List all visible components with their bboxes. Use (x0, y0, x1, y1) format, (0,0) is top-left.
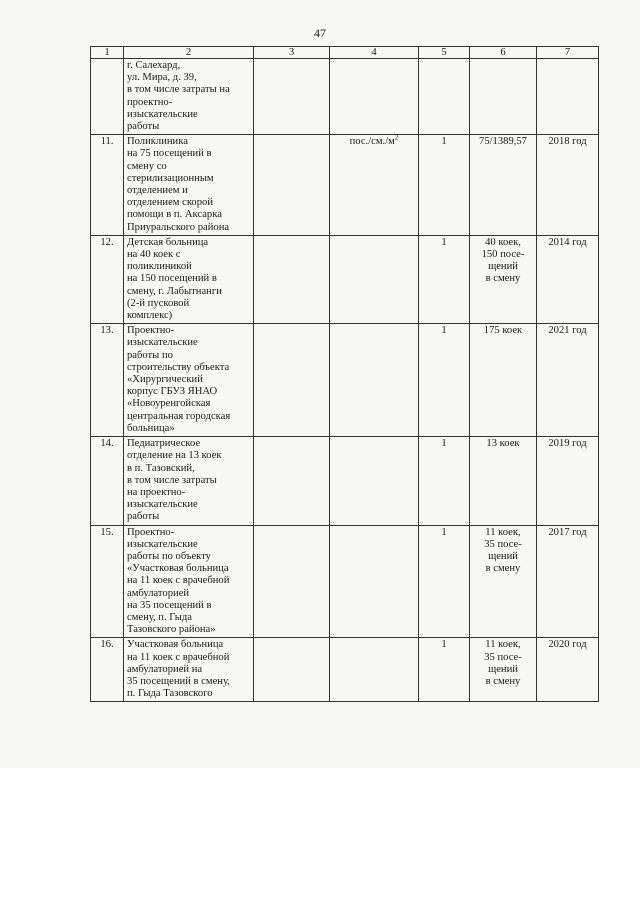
table-row (91, 135, 599, 236)
object-name-line: 35 посещений в смену, (127, 675, 230, 687)
object-name-line: на 75 посещений в (127, 148, 212, 160)
table-row (91, 235, 599, 323)
object-name-line: п. Гыда Тазовского (127, 688, 213, 700)
object-name-line: в том числе затраты на (127, 84, 230, 96)
capacity-line: 40 коек, (485, 236, 521, 248)
projects-table (90, 46, 599, 702)
capacity-line: в смену (485, 675, 521, 687)
row-number-cell (91, 59, 124, 135)
object-name-line: строительству объекта (127, 361, 230, 373)
object-name-line: г. Салехард, (127, 60, 181, 71)
capacity-line: щений (488, 261, 518, 273)
object-name-line: поликлиникой (127, 261, 192, 273)
unit-cell (330, 324, 419, 437)
object-name-line: в п. Тазовский, (127, 462, 195, 474)
object-name-line: стерилизационным (127, 172, 214, 184)
capacity-cell (470, 525, 537, 638)
capacity-cell (470, 638, 537, 702)
year-cell: 2018 год (537, 135, 599, 236)
column-3-cell (254, 235, 330, 323)
object-name-line: Участковая больница (127, 639, 224, 651)
column-3-cell (254, 324, 330, 437)
object-name-line: (2-й пусковой (127, 297, 190, 309)
object-name-line: Приуральского района (127, 221, 230, 233)
capacity-line: 35 посе- (484, 538, 522, 550)
object-name-line: на 11 коек с врачебной (127, 651, 230, 663)
object-name-line: на 35 посещений в (127, 599, 212, 611)
table-row (91, 638, 599, 702)
capacity-line: 175 коек (483, 325, 523, 337)
object-name-line: изыскательские (127, 499, 198, 511)
object-name-line: работы по (127, 349, 173, 361)
capacity-line: щений (488, 550, 518, 562)
object-name-line: «Новоуренгойская (127, 398, 211, 410)
capacity-line: 150 посе- (481, 249, 525, 261)
capacity-cell (470, 59, 537, 135)
row-number-cell: 15. (91, 525, 124, 638)
row-number-cell: 14. (91, 437, 124, 525)
capacity-line: щений (488, 663, 518, 675)
column-header: 6 (470, 47, 537, 59)
capacity-line: 11 коек, (485, 639, 521, 651)
object-name-line: «Участковая больница (127, 563, 229, 575)
object-name-line: помощи в п. Аксарка (127, 209, 222, 221)
object-name-line: «Хирургический (127, 374, 203, 386)
object-name-line: на проектно- (127, 486, 186, 498)
object-name-line: в том числе затраты (127, 474, 217, 486)
year-cell: 2019 год (537, 437, 599, 525)
object-name-cell (124, 135, 254, 236)
column-number-row (91, 47, 599, 59)
table-row (91, 437, 599, 525)
column-3-cell (254, 135, 330, 236)
year-cell: 2017 год (537, 525, 599, 638)
column-header: 7 (537, 47, 599, 59)
object-name-cell (124, 638, 254, 702)
unit-cell (330, 437, 419, 525)
object-name-cell (124, 59, 254, 135)
object-name-line: отделением и (127, 185, 188, 197)
object-name-cell (124, 324, 254, 437)
unit-cell: $пос./см./м^2$ (330, 135, 419, 236)
capacity-line: 13 коек (486, 438, 520, 450)
object-name-line: Тазовского района» (127, 624, 216, 636)
quantity-cell: 1 (419, 437, 470, 525)
object-name-line: Детская больница (127, 236, 209, 248)
capacity-cell (470, 235, 537, 323)
capacity-line: 75/1389,57 (479, 136, 527, 148)
column-3-cell (254, 437, 330, 525)
quantity-cell: 1 (419, 525, 470, 638)
unit-cell (330, 59, 419, 135)
object-name-line: комплекс) (127, 310, 173, 322)
object-name-line: больница» (127, 422, 175, 434)
object-name-cell (124, 235, 254, 323)
table-row (91, 525, 599, 638)
object-name-line: Педиатрическое (127, 438, 201, 450)
object-name-line: ул. Мира, д. 39, (127, 72, 197, 84)
capacity-cell (470, 135, 537, 236)
column-3-cell (254, 59, 330, 135)
quantity-cell: 1 (419, 135, 470, 236)
object-name-line: изыскательские (127, 337, 198, 349)
object-name-line: корпус ГБУЗ ЯНАО (127, 386, 218, 398)
table-row (91, 59, 599, 135)
row-number-cell: 13. (91, 324, 124, 437)
column-header: 1 (91, 47, 124, 59)
year-cell: 2014 год (537, 235, 599, 323)
row-number-cell: 12. (91, 235, 124, 323)
quantity-cell: 1 (419, 324, 470, 437)
object-name-line: на 150 посещений в (127, 273, 217, 285)
table-row (91, 324, 599, 437)
object-name-line: на 40 коек с (127, 249, 181, 261)
object-name-line: амбулаторией (127, 587, 190, 599)
capacity-line: 11 коек, (485, 526, 521, 538)
object-name-line: Проектно- (127, 325, 175, 337)
object-name-line: изыскательские (127, 108, 198, 120)
column-header: 2 (124, 47, 254, 59)
object-name-line: амбулаторией на (127, 663, 203, 675)
object-name-line: изыскательские (127, 538, 198, 550)
year-cell: 2020 год (537, 638, 599, 702)
capacity-line: 35 посе- (484, 651, 522, 663)
object-name-line: смену со (127, 160, 167, 172)
object-name-line: центральная городская (127, 410, 231, 422)
object-name-cell (124, 525, 254, 638)
object-name-line: отделением скорой (127, 197, 213, 209)
object-name-line: Поликлиника (127, 136, 188, 148)
unit-cell (330, 525, 419, 638)
object-name-line: отделение на 13 коек (127, 450, 222, 462)
column-header: 5 (419, 47, 470, 59)
page-number: 47 (314, 26, 326, 40)
row-number-cell: 16. (91, 638, 124, 702)
row-number-cell: 11. (91, 135, 124, 236)
object-name-cell (124, 437, 254, 525)
column-3-cell (254, 525, 330, 638)
quantity-cell: 1 (419, 638, 470, 702)
object-name-line: смену, п. Гыда (127, 611, 192, 623)
year-cell (537, 59, 599, 135)
capacity-line: в смену (485, 273, 521, 285)
object-name-line: смену, г. Лабытнанги (127, 285, 222, 297)
column-3-cell (254, 638, 330, 702)
capacity-line: в смену (485, 563, 521, 575)
object-name-line: Проектно- (127, 526, 175, 538)
quantity-cell (419, 59, 470, 135)
object-name-line: работы (127, 511, 160, 523)
column-header: 4 (330, 47, 419, 59)
object-name-line: проектно- (127, 96, 173, 108)
column-header: 3 (254, 47, 330, 59)
capacity-cell (470, 437, 537, 525)
object-name-line: работы по объекту (127, 550, 211, 562)
capacity-cell (470, 324, 537, 437)
unit-superscript: 2 (394, 133, 399, 142)
object-name-line: работы (127, 121, 160, 133)
object-name-line: на 11 коек с врачебной (127, 575, 230, 587)
unit-cell (330, 235, 419, 323)
year-cell: 2021 год (537, 324, 599, 437)
quantity-cell: 1 (419, 235, 470, 323)
unit-cell (330, 638, 419, 702)
